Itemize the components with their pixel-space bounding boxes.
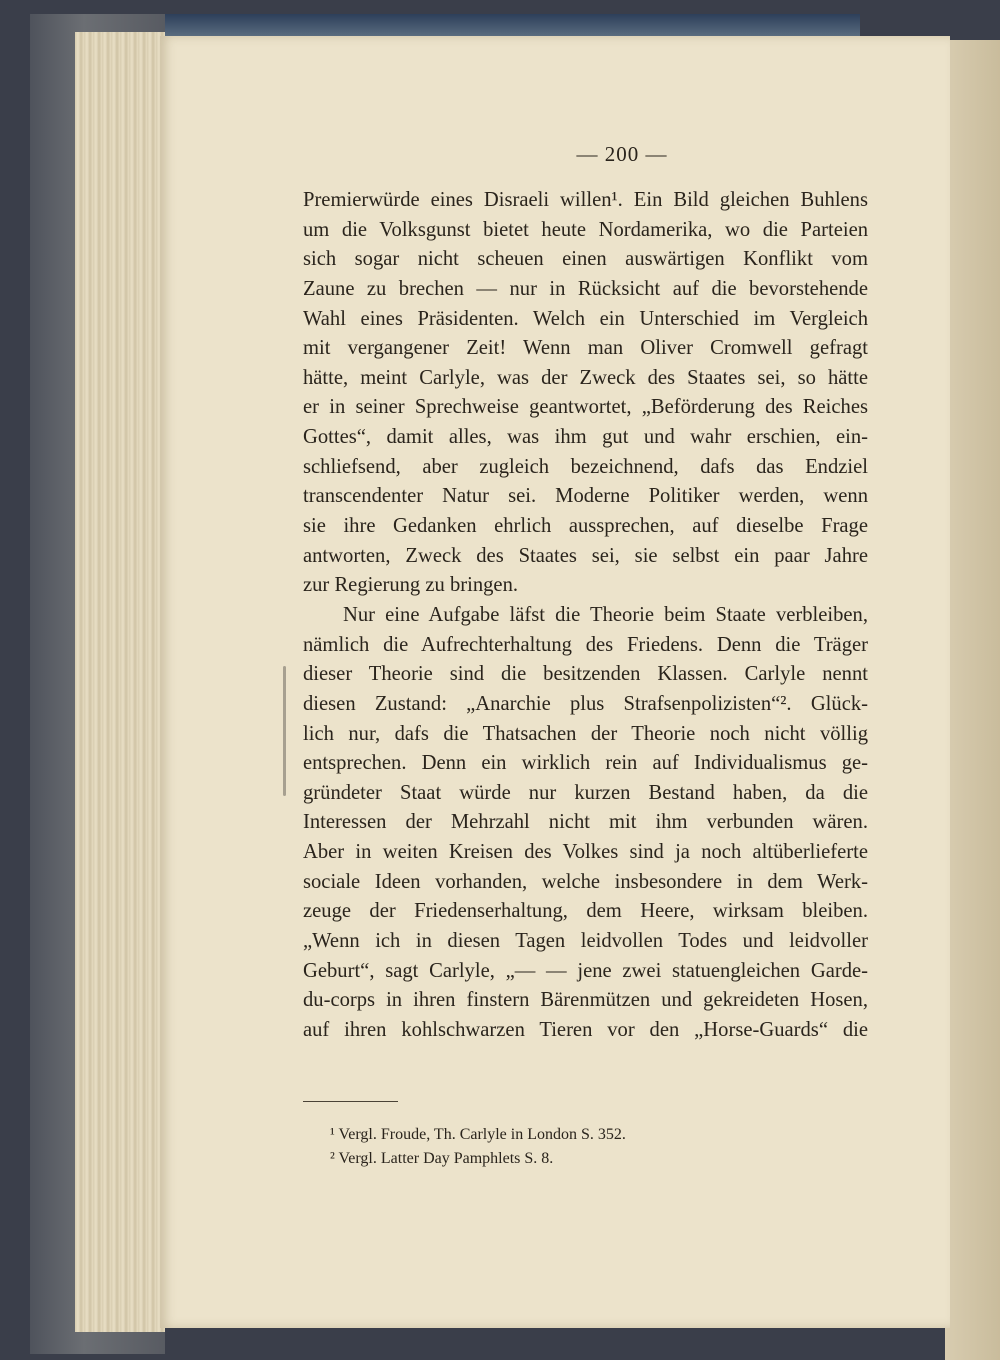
pencil-margin-mark <box>283 666 286 796</box>
text-line: Zaune zu brechen — nur in Rücksicht auf die bevorstehende <box>303 277 868 300</box>
text-line: transcendenter Natur sei. Moderne Politiker werden, wenn <box>303 485 868 508</box>
footnotes <box>330 1123 830 1171</box>
text-line: antworten, Zweck des Staates sei, sie selbst ein paar Jahre <box>303 544 868 567</box>
text-line: Premierwürde eines Disraeli willen¹. Ein Bild gleichen Buhlens <box>303 189 868 211</box>
text-line: Nur eine Aufgabe läfst die Theorie beim Staate verbleiben, <box>343 603 868 626</box>
text-line: hätte, meint Carlyle, was der Zweck des Staates sei, so hätte <box>303 366 868 389</box>
text-line: du-corps in ihren finstern Bärenmützen und gekreideten Hosen, <box>303 989 868 1012</box>
text-line: um die Volksgunst bietet heute Nordamerika, wo die Parteien <box>303 218 868 241</box>
text-line: nämlich die Aufrechterhaltung des Friedens. Denn die Träger <box>303 633 868 656</box>
footnote: ² Vergl. Latter Day Pamphlets S. 8. <box>330 1150 554 1167</box>
facing-page-edge <box>945 40 1000 1360</box>
page-number: — 200 — <box>576 142 668 166</box>
text-line: Interessen der Mehrzahl nicht mit ihm verbunden wären. <box>303 811 868 834</box>
book-page <box>160 36 950 1328</box>
text-line: gründeter Staat würde nur kurzen Bestand haben, da die <box>303 781 868 804</box>
text-line: sociale Ideen vorhanden, welche insbesondere in dem Werk- <box>303 870 868 893</box>
text-line: schliefsend, aber zugleich bezeichnend, dafs das Endziel <box>303 455 868 478</box>
text-line: sich sogar nicht scheuen einen auswärtigen Konflikt vom <box>303 248 868 271</box>
text-line: Aber in weiten Kreisen des Volkes sind ja noch altüberlieferte <box>303 841 868 864</box>
text-line: zeuge der Friedenserhaltung, dem Heere, wirksam bleiben. <box>303 900 868 923</box>
text-line: diesen Zustand: „Anarchie plus Strafsenpolizisten“². Glück- <box>303 692 868 715</box>
text-line: Wahl eines Präsidenten. Welch ein Unterschied im Vergleich <box>303 307 868 330</box>
text-line: entsprechen. Denn ein wirklich rein auf Individualismus ge- <box>303 752 868 775</box>
text-line: auf ihren kohlschwarzen Tieren vor den „Horse-Guards“ die <box>303 1018 868 1041</box>
text-line: Gottes“, damit alles, was ihm gut und wahr erschien, ein- <box>303 426 868 449</box>
text-line: er in seiner Sprechweise geantwortet, „Beförderung des Reiches <box>303 396 868 419</box>
footnote: ¹ Vergl. Froude, Th. Carlyle in London S. 352. <box>330 1126 626 1143</box>
text-line: lich nur, dafs die Thatsachen der Theorie noch nicht völlig <box>303 722 868 745</box>
text-line: Geburt“, sagt Carlyle, „— — jene zwei statuengleichen Garde- <box>303 959 868 982</box>
text-line: „Wenn ich in diesen Tagen leidvollen Todes und leidvoller <box>303 930 868 953</box>
body-text <box>303 186 868 1046</box>
footnote-rule <box>303 1101 398 1102</box>
text-line: sie ihre Gedanken ehrlich aussprechen, auf dieselbe Frage <box>303 515 868 538</box>
page-edges <box>75 32 165 1332</box>
text-line: mit vergangener Zeit! Wenn man Oliver Cromwell gefragt <box>303 337 868 360</box>
text-line: dieser Theorie sind die besitzenden Klassen. Carlyle nennt <box>303 663 868 686</box>
text-line: zur Regierung zu bringen. <box>303 574 519 597</box>
